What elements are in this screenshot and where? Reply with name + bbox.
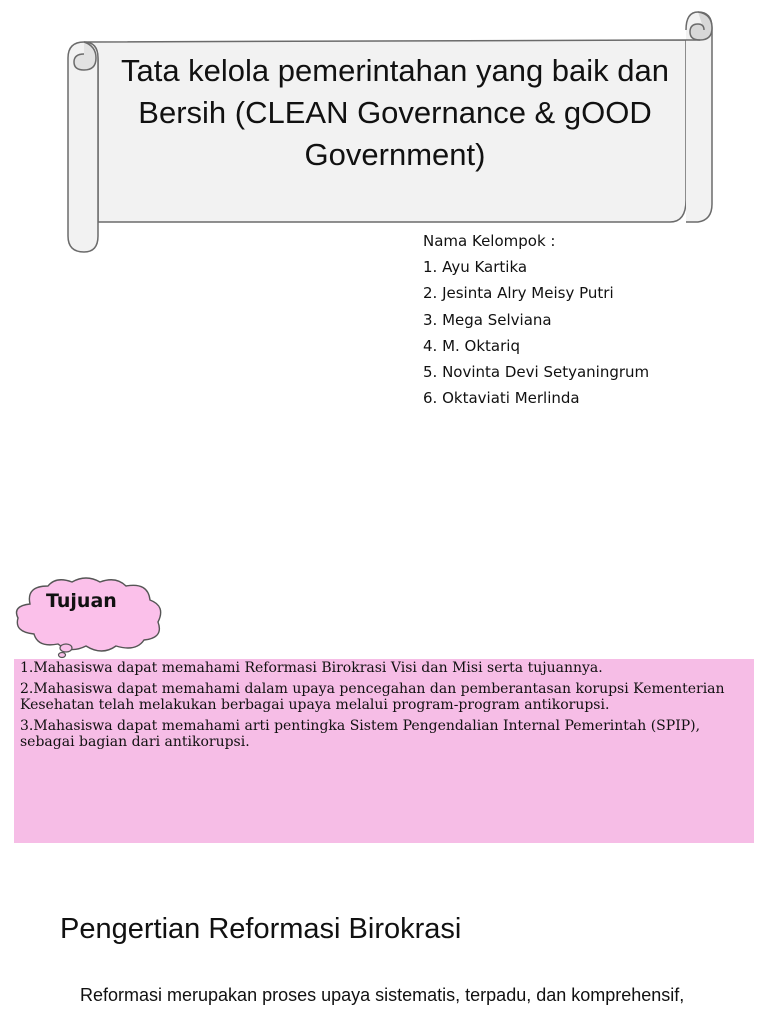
objective-item: 2.Mahasiswa dapat memahami dalam upaya pencegahan dan pemberantasan korupsi Kementerian Kesehatan telah melakukan berbagai upaya melalui program-program antikorupsi. (20, 681, 725, 713)
member-item: 1. Ayu Kartika (423, 258, 528, 277)
group-heading: Nama Kelompok : (423, 232, 556, 250)
tujuan-label: Tujuan (46, 590, 117, 612)
member-item: 2. Jesinta Alry Meisy Putri (423, 284, 614, 303)
page-title: Tata kelola pemerintahan yang baik dan Bersih (CLEAN Governance & gOOD Government) (120, 53, 670, 172)
member-item: 4. M. Oktariq (423, 336, 520, 355)
section-heading: Pengertian Reformasi Birokrasi (60, 913, 462, 945)
objective-item: 1.Mahasiswa dapat memahami Reformasi Birokrasi Visi dan Misi serta tujuannya. (20, 660, 603, 676)
thought-cloud-icon (8, 574, 168, 660)
objectives-list (20, 660, 745, 755)
objective-item: 3.Mahasiswa dapat memahami arti pentingka Sistem Pengendalian Internal Pemerintah (SPIP), sebagai bagian dari antikorupsi. (20, 718, 701, 750)
member-item: 5. Novinta Devi Setyaningrum (423, 362, 650, 381)
member-item: 6. Oktaviati Merlinda (423, 389, 580, 408)
member-item: 3. Mega Selviana (423, 310, 552, 329)
section-paragraph: Reformasi merupakan proses upaya sistematis, terpadu, dan komprehensif, (80, 985, 685, 1005)
group-members (423, 228, 649, 411)
